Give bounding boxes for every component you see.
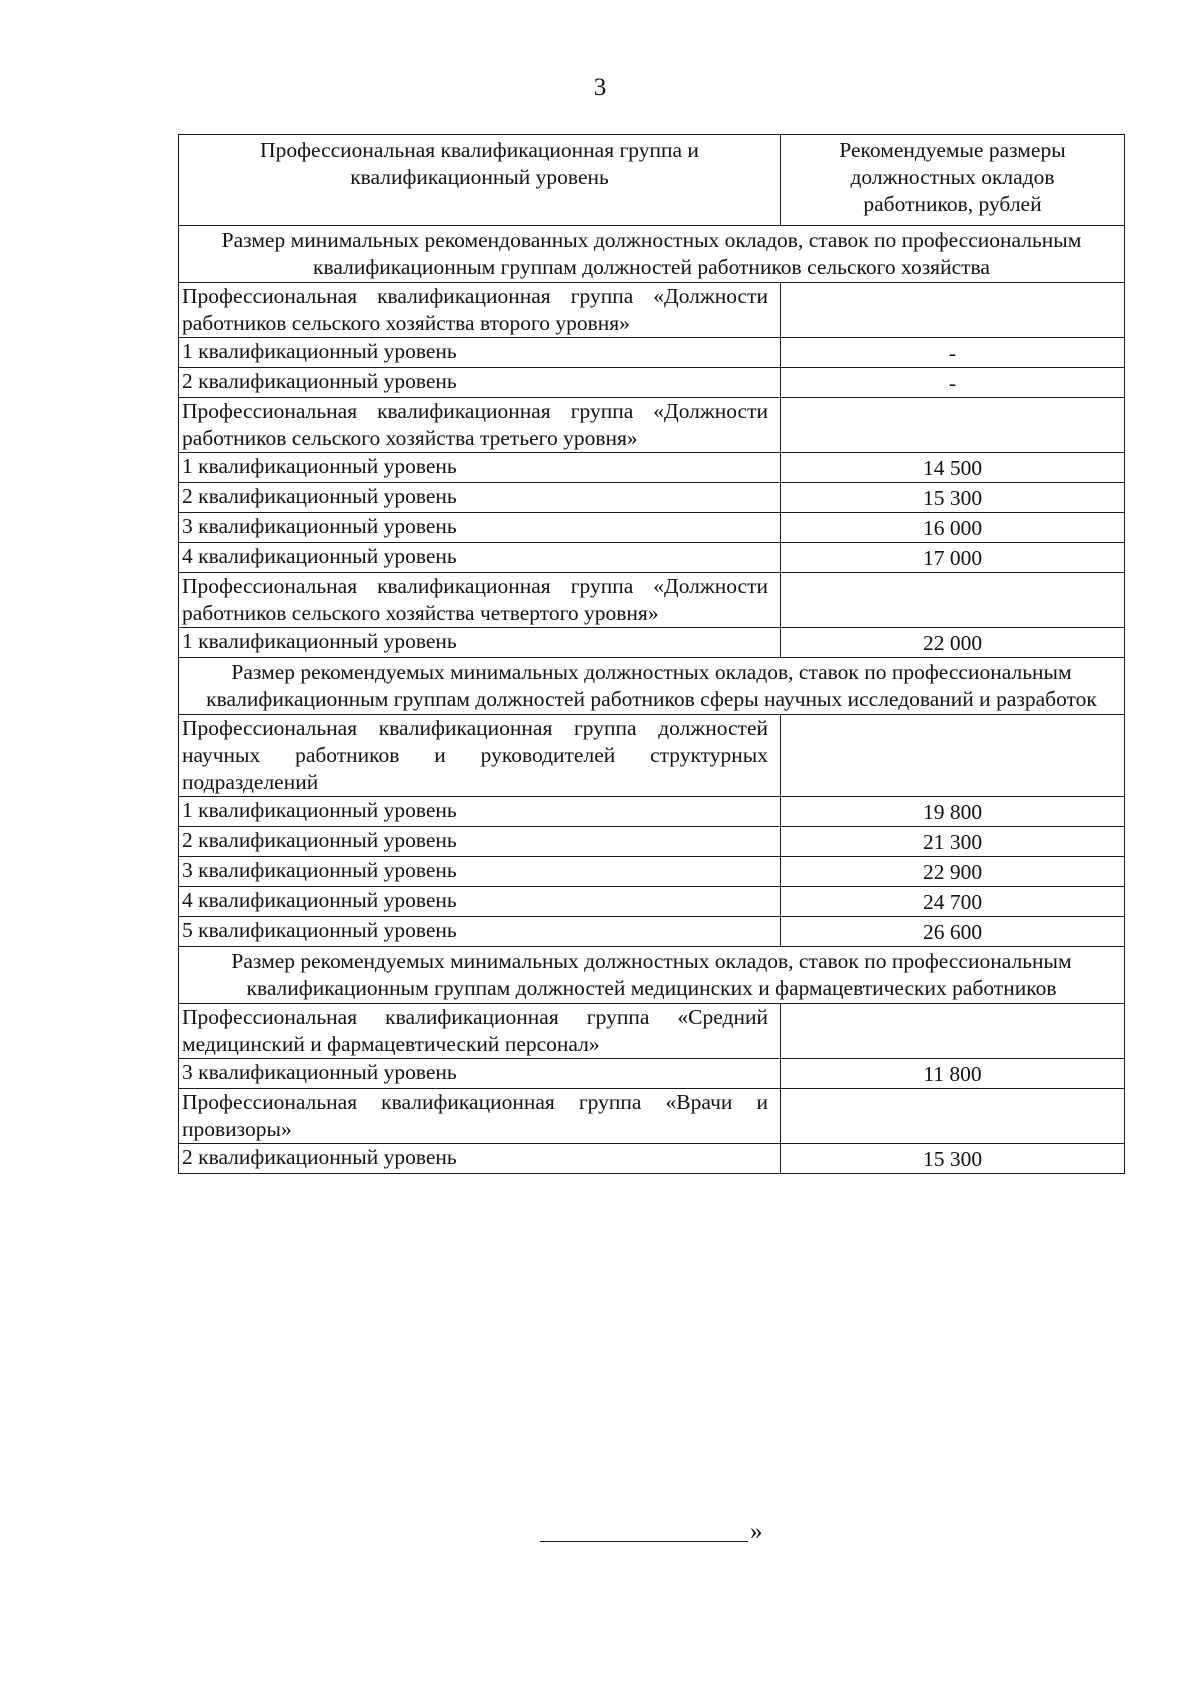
level-name: 3 квалификационный уровень: [179, 1059, 781, 1089]
salary-value: 17 000: [781, 543, 1125, 573]
salary-value: [781, 715, 1125, 797]
level-row: [179, 453, 1125, 483]
section-heading: Размер рекомендуемых минимальных должностных окладов, ставок по профессиональным квалификационным группам должностей работников сферы научных исследований и разработок: [179, 658, 1125, 715]
group-name: Профессиональная квалификационная группа «Должности работников сельского хозяйства второго уровня»: [179, 283, 781, 338]
level-row: [179, 887, 1125, 917]
level-row: [179, 827, 1125, 857]
level-name: 2 квалификационный уровень: [179, 483, 781, 513]
footer-signature-line: [540, 1541, 748, 1542]
salary-value: -: [781, 338, 1125, 368]
level-name: 4 квалификационный уровень: [179, 543, 781, 573]
level-row: [179, 338, 1125, 368]
section-heading-row: [179, 226, 1125, 283]
group-row: [179, 573, 1125, 628]
section-heading-row: [179, 658, 1125, 715]
section-heading: Размер минимальных рекомендованных должностных окладов, ставок по профессиональным квалификационным группам должностей работников сельского хозяйства: [179, 226, 1125, 283]
group-row: [179, 283, 1125, 338]
level-name: 2 квалификационный уровень: [179, 827, 781, 857]
footer-closing-quote: »: [750, 1518, 763, 1545]
salary-value: 26 600: [781, 917, 1125, 947]
salary-value: [781, 573, 1125, 628]
salary-value: [781, 398, 1125, 453]
level-name: 4 квалификационный уровень: [179, 887, 781, 917]
level-name: 2 квалификационный уровень: [179, 1144, 781, 1174]
header-group-level: Профессиональная квалификационная группа и квалификационный уровень: [179, 135, 781, 226]
table-header-row: [179, 135, 1125, 226]
level-row: [179, 1059, 1125, 1089]
level-name: 1 квалификационный уровень: [179, 453, 781, 483]
level-row: [179, 368, 1125, 398]
salary-value: 14 500: [781, 453, 1125, 483]
group-name: Профессиональная квалификационная группа должностей научных работников и руководителей структурных подразделений: [179, 715, 781, 797]
level-row: [179, 1144, 1125, 1174]
level-row: [179, 797, 1125, 827]
salary-value: 22 000: [781, 628, 1125, 658]
group-row: [179, 398, 1125, 453]
level-row: [179, 483, 1125, 513]
salary-value: 22 900: [781, 857, 1125, 887]
salary-value: 19 800: [781, 797, 1125, 827]
salary-value: -: [781, 368, 1125, 398]
group-row: [179, 1004, 1125, 1059]
header-salary: Рекомендуемые размеры должностных окладов работников, рублей: [781, 135, 1125, 226]
salary-value: [781, 1089, 1125, 1144]
group-name: Профессиональная квалификационная группа «Должности работников сельского хозяйства четвертого уровня»: [179, 573, 781, 628]
salary-table-body: [179, 135, 1125, 1174]
group-name: Профессиональная квалификационная группа «Врачи и провизоры»: [179, 1089, 781, 1144]
salary-value: 21 300: [781, 827, 1125, 857]
salary-value: 15 300: [781, 1144, 1125, 1174]
section-heading-row: [179, 947, 1125, 1004]
level-row: [179, 857, 1125, 887]
level-name: 1 квалификационный уровень: [179, 338, 781, 368]
salary-value: 24 700: [781, 887, 1125, 917]
level-row: [179, 628, 1125, 658]
level-name: 3 квалификационный уровень: [179, 857, 781, 887]
salary-value: 11 800: [781, 1059, 1125, 1089]
salary-value: 16 000: [781, 513, 1125, 543]
level-row: [179, 543, 1125, 573]
page-number: 3: [593, 74, 607, 101]
section-heading: Размер рекомендуемых минимальных должностных окладов, ставок по профессиональным квалификационным группам должностей медицинских и фармацевтических работников: [179, 947, 1125, 1004]
level-name: 5 квалификационный уровень: [179, 917, 781, 947]
level-row: [179, 917, 1125, 947]
salary-value: 15 300: [781, 483, 1125, 513]
salary-value: [781, 283, 1125, 338]
level-row: [179, 513, 1125, 543]
group-name: Профессиональная квалификационная группа «Средний медицинский и фармацевтический персонал»: [179, 1004, 781, 1059]
level-name: 1 квалификационный уровень: [179, 628, 781, 658]
group-row: [179, 715, 1125, 797]
level-name: 1 квалификационный уровень: [179, 797, 781, 827]
level-name: 3 квалификационный уровень: [179, 513, 781, 543]
level-name: 2 квалификационный уровень: [179, 368, 781, 398]
group-name: Профессиональная квалификационная группа «Должности работников сельского хозяйства третьего уровня»: [179, 398, 781, 453]
salary-value: [781, 1004, 1125, 1059]
salary-table: [178, 134, 1125, 1174]
group-row: [179, 1089, 1125, 1144]
